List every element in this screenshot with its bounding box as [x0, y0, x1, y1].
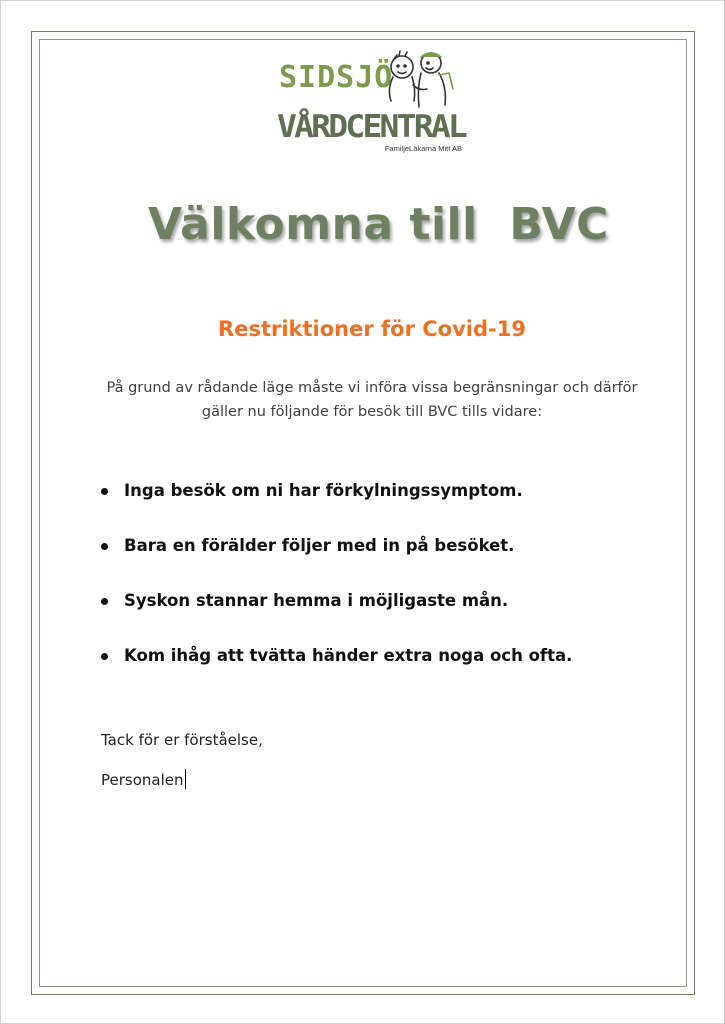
doctor-and-child-icon [389, 51, 453, 107]
list-item-text: Bara en förälder följer med in på besöket. [124, 536, 515, 555]
logo-line1: SIDSJÖ [279, 60, 394, 95]
logo-line2: VÅRDCENTRAL [277, 109, 454, 145]
logo-wordmark [277, 58, 467, 153]
bullet-icon [101, 543, 108, 550]
text-cursor [185, 769, 186, 789]
list-item-text: Kom ihåg att tvätta händer extra noga och ofta. [124, 646, 573, 665]
list-item [97, 642, 677, 697]
signature-text: Personalen [101, 771, 184, 789]
bullet-icon [101, 598, 108, 605]
covid-restrictions-heading: Restriktioner för Covid-19 [218, 317, 526, 341]
logo-tagline: FamiljeLäkarna Mitt AB [384, 144, 462, 153]
restrictions-list [97, 477, 677, 697]
list-item-text: Syskon stannar hemma i möjligaste mån. [124, 591, 509, 610]
clinic-logo [271, 45, 471, 157]
bullet-icon [101, 653, 108, 660]
list-item [97, 587, 677, 642]
bullet-icon [101, 488, 108, 495]
intro-paragraph: På grund av rådande läge måste vi införa vissa begränsningar och därför gäller nu följande för besök till BVC tills vidare: [106, 380, 638, 420]
closing-thanks: Tack för er förståelse, [101, 731, 263, 749]
list-item [97, 477, 677, 532]
list-item [97, 532, 677, 587]
closing-signature[interactable] [101, 769, 186, 789]
list-item-text: Inga besök om ni har förkylningssymptom. [124, 481, 523, 500]
page-title: Välkomna till BVC [148, 199, 609, 250]
